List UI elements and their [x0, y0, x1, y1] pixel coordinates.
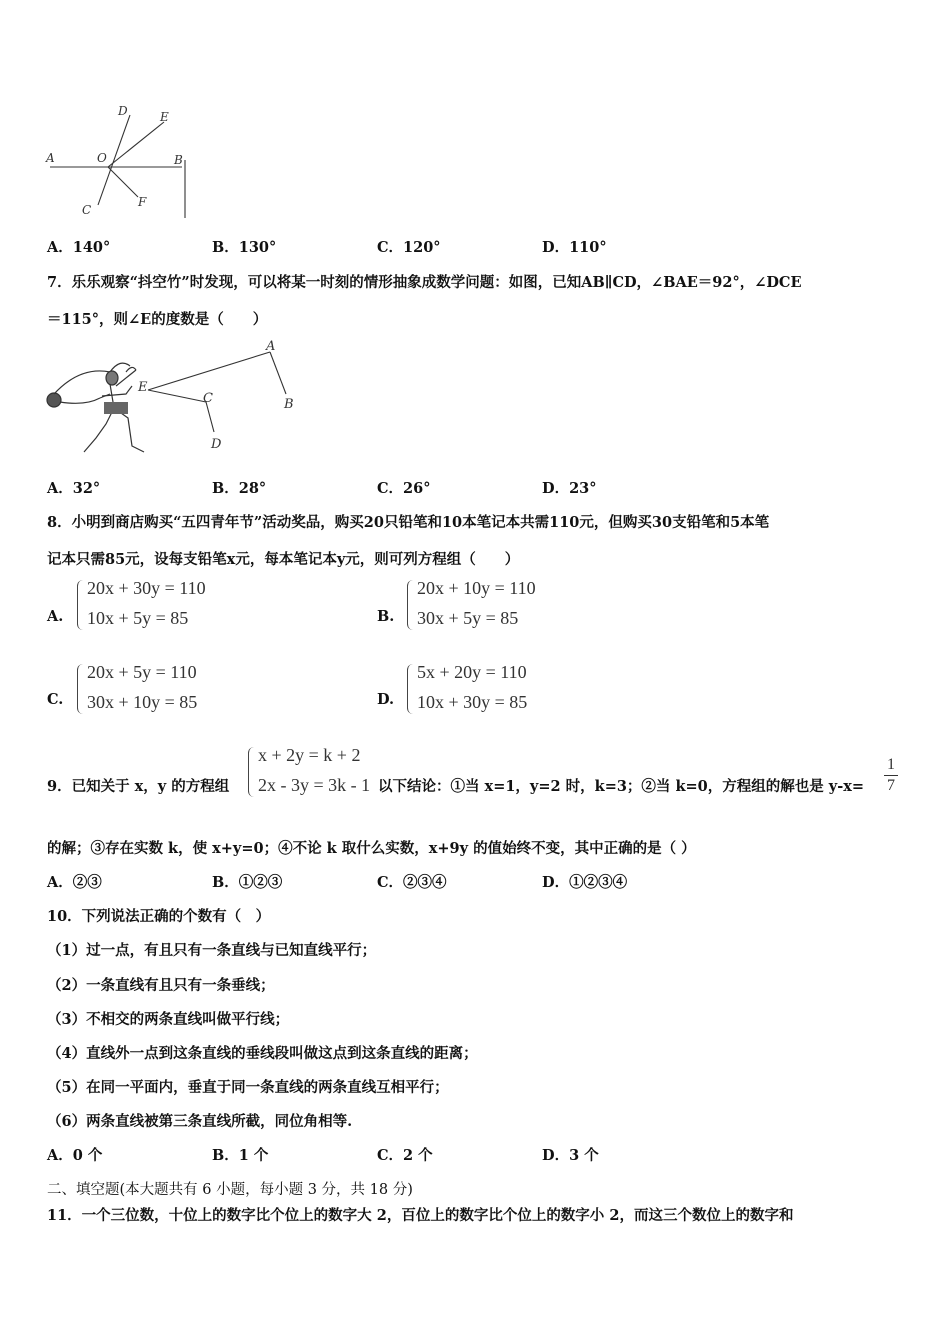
q8-option-c-label[interactable]: C. — [47, 691, 64, 708]
q8-stem-line1: 8．小明到商店购买“五四青年节”活动奖品，购买20只铅笔和10本笔记本共需110元，但购买30支铅笔和5本笔 — [47, 514, 770, 531]
section2-title: 二、填空题(本大题共有 6 小题，每小题 3 分，共 18 分) — [47, 1182, 413, 1198]
fraction-numerator: 1 — [887, 756, 895, 773]
q8-option-a-label[interactable]: A. — [47, 608, 64, 625]
equation-1: x + 2y = k + 2 — [258, 745, 361, 765]
q10-item-1: （1）过一点，有且只有一条直线与已知直线平行； — [47, 942, 377, 959]
equation-1: 20x + 10y = 110 — [417, 578, 536, 598]
q10-item-2: （2）一条直线有且只有一条垂线； — [47, 977, 275, 994]
q10-option-b[interactable]: B．1 个 — [212, 1147, 269, 1164]
equation-2: 2x - 3y = 3k - 1 — [258, 775, 371, 795]
q7-diabolo-figure — [40, 336, 310, 461]
brace — [407, 580, 414, 630]
q9-equation-system — [248, 745, 378, 803]
q9-fraction — [884, 756, 898, 795]
fraction-denominator: 7 — [887, 777, 895, 794]
fig6-label-o: O — [97, 151, 107, 165]
fig7-label-c: C — [203, 391, 213, 406]
q6-option-a[interactable]: A．140° — [47, 239, 111, 256]
q6-option-c[interactable]: C．120° — [377, 239, 441, 256]
equation-2: 30x + 10y = 85 — [87, 692, 198, 712]
equation-1: 20x + 30y = 110 — [87, 578, 206, 598]
q8-option-d-label[interactable]: D. — [377, 691, 395, 708]
brace — [77, 664, 84, 714]
equation-1: 5x + 20y = 110 — [417, 662, 527, 682]
q6-option-d[interactable]: D．110° — [542, 239, 607, 256]
equation-1: 20x + 5y = 110 — [87, 662, 197, 682]
q6-option-b[interactable]: B．130° — [212, 239, 277, 256]
q7-option-a[interactable]: A．32° — [47, 480, 101, 497]
q10-item-4: （4）直线外一点到这条直线的垂线段叫做这点到这条直线的距离； — [47, 1045, 478, 1062]
q8-option-a-system[interactable] — [77, 578, 277, 634]
q10-item-6: （6）两条直线被第三条直线所截，同位角相等. — [47, 1113, 353, 1130]
fraction-bar — [884, 775, 898, 776]
q8-option-b-label[interactable]: B. — [377, 608, 395, 625]
fig7-label-a: A — [266, 339, 276, 354]
fig7-label-b: B — [284, 397, 294, 412]
brace — [77, 580, 84, 630]
q8-option-d-system[interactable] — [407, 662, 607, 718]
q9-stem-prefix: 9．已知关于 x，y 的方程组 — [47, 778, 230, 795]
equation-2: 10x + 30y = 85 — [417, 692, 528, 712]
q9-stem-mid: 以下结论：①当 x=1，y=2 时，k=3；②当 k=0，方程组的解也是 y-x= — [378, 778, 865, 795]
q10-item-5: （5）在同一平面内，垂直于同一条直线的两条直线互相平行； — [47, 1079, 449, 1096]
q7-option-d[interactable]: D．23° — [542, 480, 597, 497]
q9-option-b[interactable]: B．①②③ — [212, 874, 283, 891]
q11-stem: 11．一个三位数，十位上的数字比个位上的数字大 2，百位上的数字比个位上的数字小 2，而这三个数位上的数字和 — [47, 1207, 794, 1224]
q9-stem-line2: 的解；③存在实数 k，使 x+y=0；④不论 k 取什么实数，x+9y 的值始终不变，其中正确的是（ ） — [47, 840, 696, 857]
fig6-label-b: B — [174, 153, 183, 167]
fig6-label-f: F — [138, 195, 147, 209]
q7-option-c[interactable]: C．26° — [377, 480, 431, 497]
q10-stem: 10．下列说法正确的个数有（ ） — [47, 908, 271, 925]
fig6-label-a: A — [46, 151, 55, 165]
q9-option-d[interactable]: D．①②③④ — [542, 874, 628, 891]
q10-option-a[interactable]: A．0 个 — [47, 1147, 103, 1164]
q7-option-b[interactable]: B．28° — [212, 480, 267, 497]
fig6-label-d: D — [118, 104, 128, 118]
brace — [248, 747, 255, 797]
equation-2: 10x + 5y = 85 — [87, 608, 189, 628]
equation-2: 30x + 5y = 85 — [417, 608, 519, 628]
person-illustration — [47, 363, 144, 452]
brace — [407, 664, 414, 714]
q10-option-d[interactable]: D．3 个 — [542, 1147, 599, 1164]
q8-stem-line2: 记本只需85元，设每支铅笔x元，每本笔记本y元，则可列方程组（ ） — [47, 551, 520, 568]
fig6-label-c: C — [82, 203, 92, 217]
q10-item-3: （3）不相交的两条直线叫做平行线； — [47, 1011, 290, 1028]
q9-option-a[interactable]: A．②③ — [47, 874, 102, 891]
q7-stem-line2: ＝115°，则∠E的度数是（ ） — [47, 311, 268, 328]
q7-stem-line1: 7．乐乐观察“抖空竹”时发现，可以将某一时刻的情形抽象成数学问题：如图，已知AB∥CD，∠BAE＝92°，∠DCE — [47, 274, 802, 291]
q8-option-b-system[interactable] — [407, 578, 607, 634]
fig7-label-e: E — [138, 380, 148, 395]
fig6-label-e: E — [160, 110, 169, 124]
q8-option-c-system[interactable] — [77, 662, 277, 718]
fig7-label-d: D — [211, 437, 222, 452]
q9-option-c[interactable]: C．②③④ — [377, 874, 447, 891]
q10-option-c[interactable]: C．2 个 — [377, 1147, 433, 1164]
q6-angle-figure — [40, 100, 200, 225]
